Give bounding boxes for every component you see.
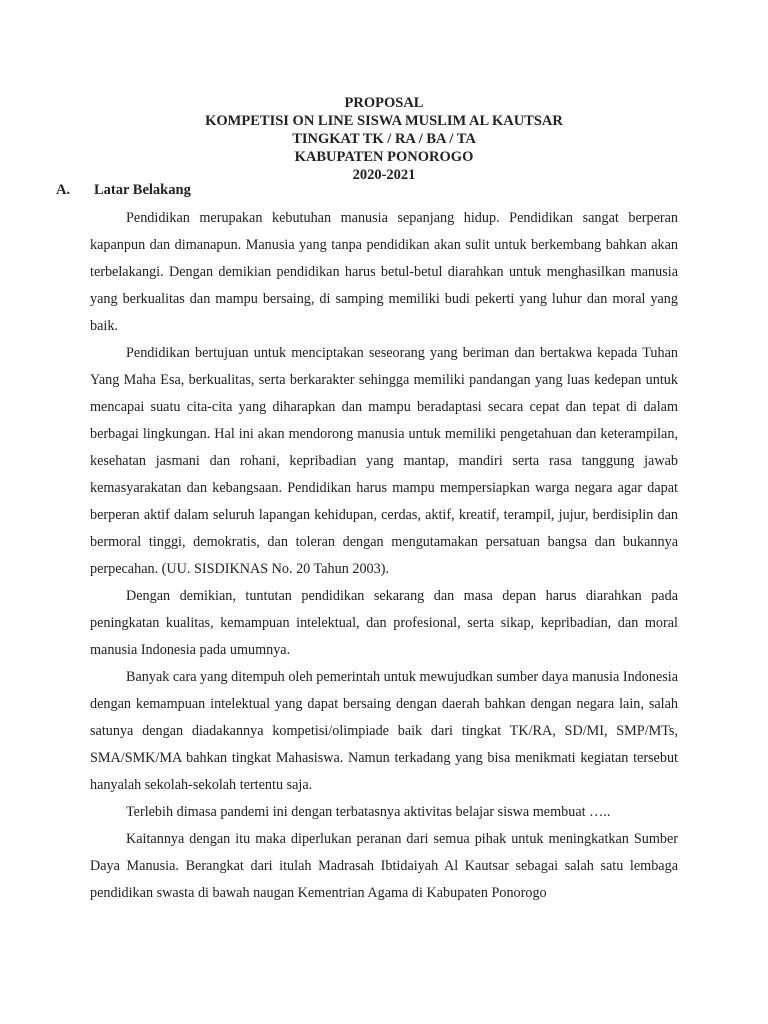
- section-number: A.: [56, 182, 71, 198]
- paragraph-2: Pendidikan bertujuan untuk menciptakan seseorang yang beriman dan bertakwa kepada Tuhan Yang Maha Esa, berkualitas, serta berkarakter sehingga memiliki pandangan yang luas kedepan untuk mencapai suatu cita-cita yang diharapkan dan mampu beradaptasi secara cepat dan tepat di dalam berbagai lingkungan. Hal ini akan mendorong manusia untuk memiliki pengetahuan dan keterampilan, kesehatan jasmani dan rohani, kepribadian yang mantap, mandiri serta rasa tanggung jawab kemasyarakatan dan kebangsaan. Pendidikan harus mampu mempersiapkan warga negara agar dapat berperan aktif dalam seluruh lapangan kehidupan, cerdas, aktif, kreatif, terampil, jujur, berdisiplin dan bermoral tinggi, demokratis, dan toleran dengan mengutamakan persatuan bangsa dan bukannya perpecahan. (UU. SISDIKNAS No. 20 Tahun 2003).: [90, 345, 678, 577]
- section-heading: [56, 182, 191, 199]
- section-title: Latar Belakang: [94, 182, 191, 198]
- title-line-competition: KOMPETISI ON LINE SISWA MUSLIM AL KAUTSAR: [205, 113, 563, 129]
- title-line-region: KABUPATEN PONOROGO: [294, 149, 474, 165]
- paragraph-3: Dengan demikian, tuntutan pendidikan sekarang dan masa depan harus diarahkan pada peningkatan kualitas, kemampuan intelektual, dan profesional, serta sikap, kepribadian, dan moral manusia Indonesia pada umumnya.: [90, 588, 678, 658]
- paragraph-6: Kaitannya dengan itu maka diperlukan peranan dari semua pihak untuk meningkatkan Sumber Daya Manusia. Berangkat dari itulah Madrasah Ibtidaiyah Al Kautsar sebagai salah satu lembaga pendidikan swasta di bawah naugan Kementrian Agama di Kabupaten Ponorogo: [90, 831, 678, 901]
- title-line-year: 2020-2021: [352, 167, 416, 183]
- proposal-title-block: [0, 94, 768, 184]
- title-line-level: TINGKAT TK / RA / BA / TA: [292, 131, 476, 147]
- paragraph-1: Pendidikan merupakan kebutuhan manusia sepanjang hidup. Pendidikan sangat berperan kapanpun dan dimanapun. Manusia yang tanpa pendidikan akan sulit untuk berkembang bahkan akan terbelakangi. Dengan demikian pendidikan harus betul-betul diarahkan untuk menghasilkan manusia yang berkualitas dan mampu bersaing, di samping memiliki budi pekerti yang luhur dan moral yang baik.: [90, 210, 678, 334]
- paragraph-4: Banyak cara yang ditempuh oleh pemerintah untuk mewujudkan sumber daya manusia Indonesia dengan kemampuan intelektual yang dapat bersaing dengan daerah bahkan dengan negara lain, salah satunya dengan diadakannya kompetisi/olimpiade baik dari tingkat TK/RA, SD/MI, SMP/MTs, SMA/SMK/MA bahkan tingkat Mahasiswa. Namun terkadang yang bisa menikmati kegiatan tersebut hanyalah sekolah-sekolah tertentu saja.: [90, 669, 678, 793]
- body-text: [90, 205, 678, 907]
- title-line-proposal: PROPOSAL: [344, 95, 424, 111]
- paragraph-5: Terlebih dimasa pandemi ini dengan terbatasnya aktivitas belajar siswa membuat …..: [126, 804, 611, 820]
